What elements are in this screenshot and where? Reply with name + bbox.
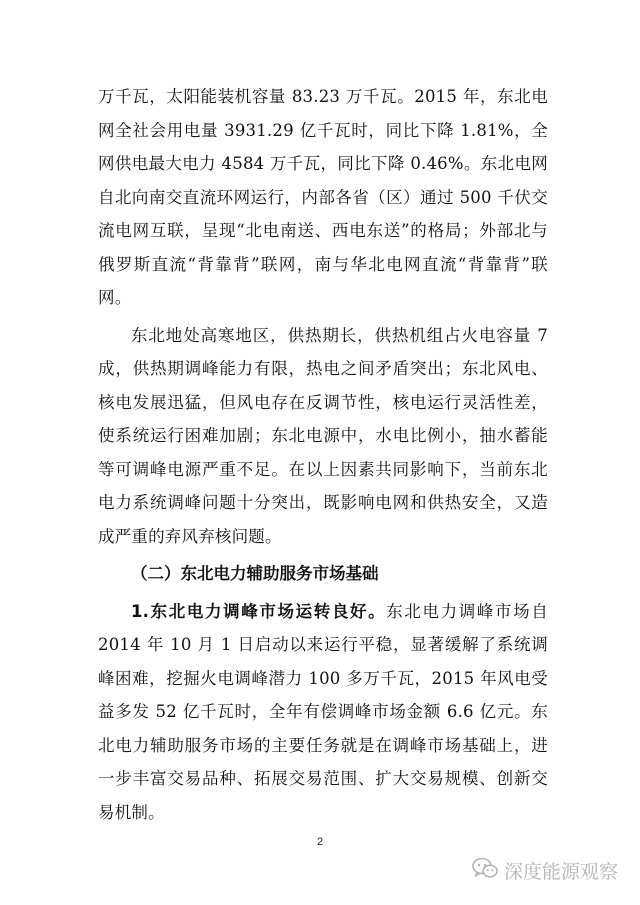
subsection-paragraph: [98, 595, 548, 830]
watermark-text: 深度能源观察: [503, 861, 618, 883]
section-heading: （二）东北电力辅助服务市场基础: [131, 564, 379, 583]
subsection-text: 东北电力调峰市场自 2014 年 10 月 1 日启动以来运行平稳，显著缓解了系统调峰困难，挖掘火电调峰潜力 100 多万千瓦，2015 年风电受益多发 52 亿千瓦时，全年有偿调峰市场金额 6.6 亿元。东北电力辅助服务市场的主要任务就是在调峰市场基础上，进一步丰富交易品种、拓展交易范围、扩大交易规模、创新交易机制。: [98, 601, 548, 822]
wechat-icon: [472, 857, 498, 884]
watermark: [472, 857, 618, 884]
document-body: [98, 80, 548, 829]
page-number: 2: [316, 836, 324, 848]
paragraph-heating-region: 东北地处高寒地区，供热期长，供热机组占火电容量 7 成，供热期调峰能力有限，热电之间矛盾突出；东北风电、核电发展迅猛，但风电存在反调节性，核电运行灵活性差，使系统运行困难加剧；东北电源中，水电比例小，抽水蓄能等可调峰电源严重不足。在以上因素共同影响下，当前东北电力系统调峰问题十分突出，既影响电网和供热安全，又造成严重的弃风弃核问题。: [98, 325, 548, 546]
paragraph-continuation: 万千瓦，太阳能装机容量 83.23 万千瓦。2015 年，东北电网全社会用电量 3931.29 亿千瓦时，同比下降 1.81%，全网供电最大电力 4584 万千瓦，同比下降 0.46%。东北电网自北向南交直流环网运行，内部各省（区）通过 500 千伏交流电网互联，呈现“北电南送、西电东送”的格局；外部北与俄罗斯直流“背靠背”联网，南与华北电网直流“背靠背”联网。: [98, 87, 548, 307]
subsection-lead: 1.东北电力调峰市场运转良好。: [131, 601, 387, 621]
